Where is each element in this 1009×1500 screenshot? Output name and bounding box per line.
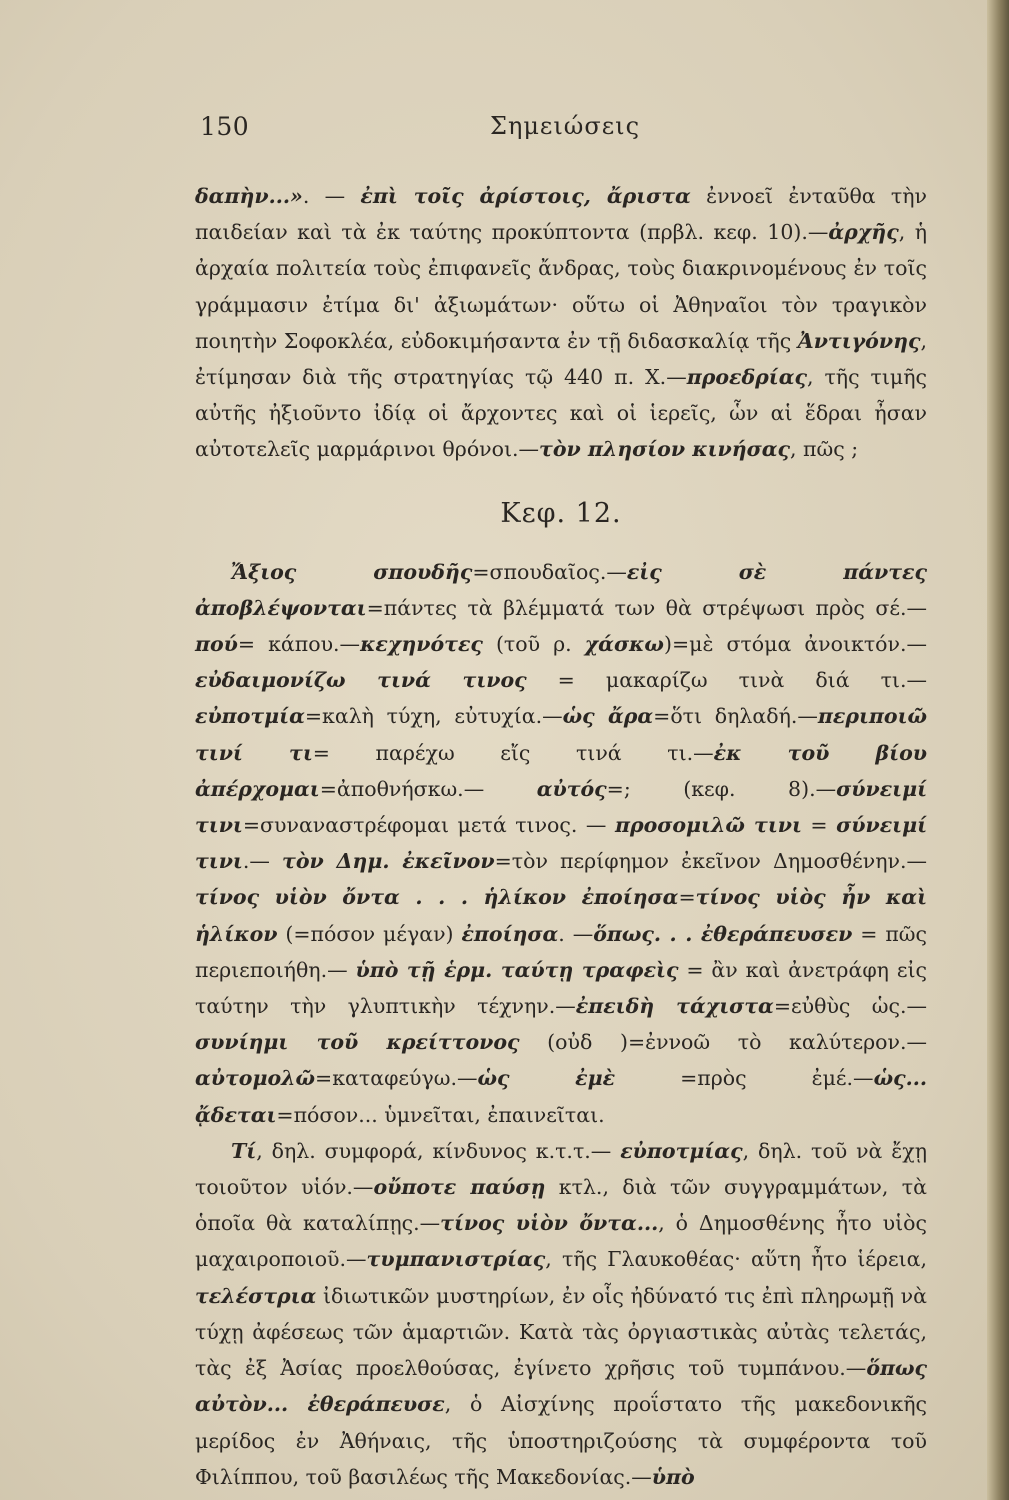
gloss: . — — [302, 184, 361, 208]
lemma: προεδρίας — [686, 365, 807, 390]
lemma: εὐποτμία — [195, 704, 305, 729]
lemma: ὅπως αὐτὸν... ἐθεράπευσε — [195, 1356, 927, 1417]
gloss: ἐννοεῖ ἐνταῦθα τὴν παιδείαν καὶ τὰ ἐκ ταύτης προκύπτοντα (πρβλ. κεφ. 10).— — [195, 184, 927, 245]
gloss: =πάντες τὰ βλέμματά των θὰ στρέψωσι πρὸς σέ.— — [366, 595, 927, 620]
lemma: τελέστρια — [195, 1283, 317, 1308]
lemma: ὑπὸ τῇ ἑρμ. ταύτῃ τραφεὶς — [355, 957, 679, 982]
lemma: κεχηνότες — [360, 632, 483, 657]
gloss: =καταφεύγω.— — [315, 1066, 478, 1091]
gloss: (οὐδ )=ἐννοῶ τὸ καλύτερον.— — [519, 1030, 927, 1055]
gloss: =πρὸς ἐμέ.— — [615, 1066, 874, 1091]
lemma: εὐποτμίας — [620, 1138, 743, 1163]
gloss: , ἐτίμησαν διὰ τῆς στρατηγίας τῷ 440 π. Χ.— — [195, 328, 927, 390]
gloss: . — — [558, 921, 594, 946]
gloss: = — [678, 885, 696, 910]
lemma: οὔποτε παύσῃ — [373, 1175, 546, 1200]
lemma: περιποιῶ τινί τι — [195, 704, 928, 765]
gloss: )=μὲ στόμα ἀνοικτόν.— — [663, 632, 927, 657]
lemma: ἀρχῆς — [828, 220, 899, 245]
gloss: =συναναστρέφομαι μετά τινος. — — [242, 813, 615, 838]
lemma: ὡς ἄρα — [562, 704, 654, 729]
lemma: Ἄξιος σπουδῆς — [231, 559, 473, 584]
lemma: τίνος υἱὸν ὄντα . . . ἡλίκον ἐποίησα — [195, 885, 679, 910]
lemma: προσομιλῶ τινι — [614, 813, 802, 838]
gloss: =εὐθὺς ὡς.— — [773, 994, 927, 1019]
lemma: αὐτός — [536, 776, 607, 801]
gloss: = παρέχω εἴς τινά τι.— — [312, 740, 714, 765]
lemma: τυμπανιστρίας — [366, 1247, 546, 1272]
lemma: σύνειμί τινι — [195, 813, 928, 874]
gloss: , ὁ Αἰσχίνης προΐστατο τῆς μακεδονικῆς μερίδος ἐν Ἀθήναις, τῆς ὑποστηριζούσης τὰ συμφέροντα τοῦ Φιλίππου, τοῦ βασιλέως τῆς Μακεδονίας.— — [195, 1392, 927, 1489]
page-edge — [987, 0, 1009, 1500]
gloss: =; (κεφ. 8).— — [606, 776, 837, 801]
gloss: =καλὴ τύχη, εὐτυχία.— — [304, 704, 563, 729]
lemma: Ἀντιγόνης — [797, 328, 921, 353]
lemma: Τί — [231, 1138, 257, 1163]
gloss: (τοῦ ρ. — [482, 632, 585, 657]
gloss: , τῆς Γλαυκοθέας· αὕτη ἦτο ἱέρεια, — [545, 1247, 927, 1272]
gloss: .— — [242, 849, 283, 874]
lemma: χάσκω — [584, 632, 664, 657]
gloss: ἰδιωτικῶν μυστηρίων, ἐν οἷς ἠδύνατό τις ἐπὶ πληρωμῇ νὰ τύχῃ ἀφέσεως τῶν ἁμαρτιῶν. Κατὰ τὰς ὀργιαστικὰς αὐτὰς τελετάς, τὰς ἐξ Ἀσίας προελθούσας, ἐγίνετο χρῆσις τοῦ τυμπάνου.— — [195, 1283, 927, 1381]
gloss: = μακαρίζω τινὰ διά τι.— — [526, 668, 927, 693]
lemma: σύνειμί τινι — [195, 776, 927, 838]
lemma: εὐδαιμονίζω τινά τινος — [195, 668, 527, 693]
gloss: (=πόσον μέγαν) — [277, 921, 462, 946]
gloss: = — [801, 813, 837, 838]
gloss: , τῆς τιμῆς αὐτῆς ἠξιοῦντο ἰδίᾳ οἱ ἄρχοντες καὶ οἱ ἱερεῖς, ὧν αἱ ἕδραι ἦσαν αὐτοτελεῖς μαρμάρινοι θρόνοι.— — [195, 365, 928, 462]
gloss: = ἂν καὶ ἀνετράφη εἰς ταύτην τὴν γλυπτικὴν τέχνην.— — [195, 957, 927, 1019]
gloss: , δηλ. συμφορά, κίνδυνος κ.τ.τ.— — [256, 1138, 621, 1163]
lemma: ὑπὸ — [651, 1464, 695, 1489]
gloss: =ὅτι δηλαδή.— — [653, 704, 818, 729]
lemma: συνίημι τοῦ κρείττονος — [195, 1030, 520, 1055]
lemma: τίνος υἱὸν ὄντα... — [440, 1211, 659, 1236]
lemma: ἐκ τοῦ βίου ἀπέρχομαι — [195, 740, 927, 801]
gloss: , πῶς ; — [790, 437, 859, 462]
chapter-heading: Κεφ. 12. — [500, 497, 622, 529]
lemma: πού — [195, 632, 238, 657]
lemma: αὐτομολῶ — [195, 1066, 316, 1091]
running-head: Σημειώσεις — [489, 112, 641, 140]
chapter-paragraph — [195, 554, 927, 1133]
lemma: ὅπως. . . ἐθεράπευσεν — [593, 921, 853, 946]
text-block — [195, 178, 927, 1495]
lemma: ἐπειδὴ τάχιστα — [575, 994, 774, 1019]
page-number: 150 — [200, 112, 250, 141]
gloss: =πόσον... ὑμνεῖται, ἐπαινεῖται. — [276, 1102, 605, 1127]
gloss: , ὁ Δημοσθένης ἦτο υἱὸς μαχαιροποιοῦ.— — [195, 1211, 927, 1272]
lemma: ὡς... ᾄδεται — [195, 1066, 927, 1127]
gloss: κτλ., διὰ τῶν συγγραμμάτων, τὰ ὁποῖα θὰ καταλίπῃς.— — [195, 1175, 927, 1236]
gloss: =σπουδαῖος.— — [472, 559, 627, 584]
page-header — [200, 112, 930, 152]
lemma: τὸν πλησίον κινήσας — [539, 437, 790, 462]
lemma: εἰς σὲ πάντες ἀποβλέψονται — [195, 559, 927, 620]
lemma: τίνος υἱὸς ἦν καὶ ἡλίκον — [195, 885, 927, 946]
gloss: , δηλ. τοῦ νὰ ἔχῃ τοιοῦτον υἱόν.— — [195, 1138, 927, 1200]
gloss: =τὸν περίφημον ἐκεῖνον Δημοσθένην.— — [494, 849, 927, 874]
lemma: τὸν Δημ. ἐκεῖνον — [282, 849, 495, 874]
gloss: = κάπου.— — [237, 632, 361, 657]
lemma: ὡς ἐμὲ — [477, 1066, 616, 1091]
gloss: =ἀποθνήσκω.— — [319, 776, 537, 801]
intro-paragraph — [195, 178, 927, 468]
lemma: ἐποίησα — [461, 921, 559, 946]
lemma: ἐπὶ τοῖς ἀρίστοις, ἄριστα — [360, 184, 691, 208]
chapter-paragraph — [195, 1133, 927, 1495]
gloss: , ἡ ἀρχαία πολιτεία τοὺς ἐπιφανεῖς ἄνδρας, τοὺς διακρινομένους ἐν τοῖς γράμμασιν ἐτίμα δι' ἀξιωμάτων· οὕτω οἱ Ἀθηναῖοι τὸν τραγικὸν ποιητὴν Σοφοκλέα, εὐδοκιμήσαντα ἐν τῇ διδασκαλίᾳ τῆς — [195, 220, 927, 353]
gloss: = πῶς περιεποιήθη.— — [195, 921, 927, 982]
lemma: δαπὴν...» — [195, 184, 303, 208]
